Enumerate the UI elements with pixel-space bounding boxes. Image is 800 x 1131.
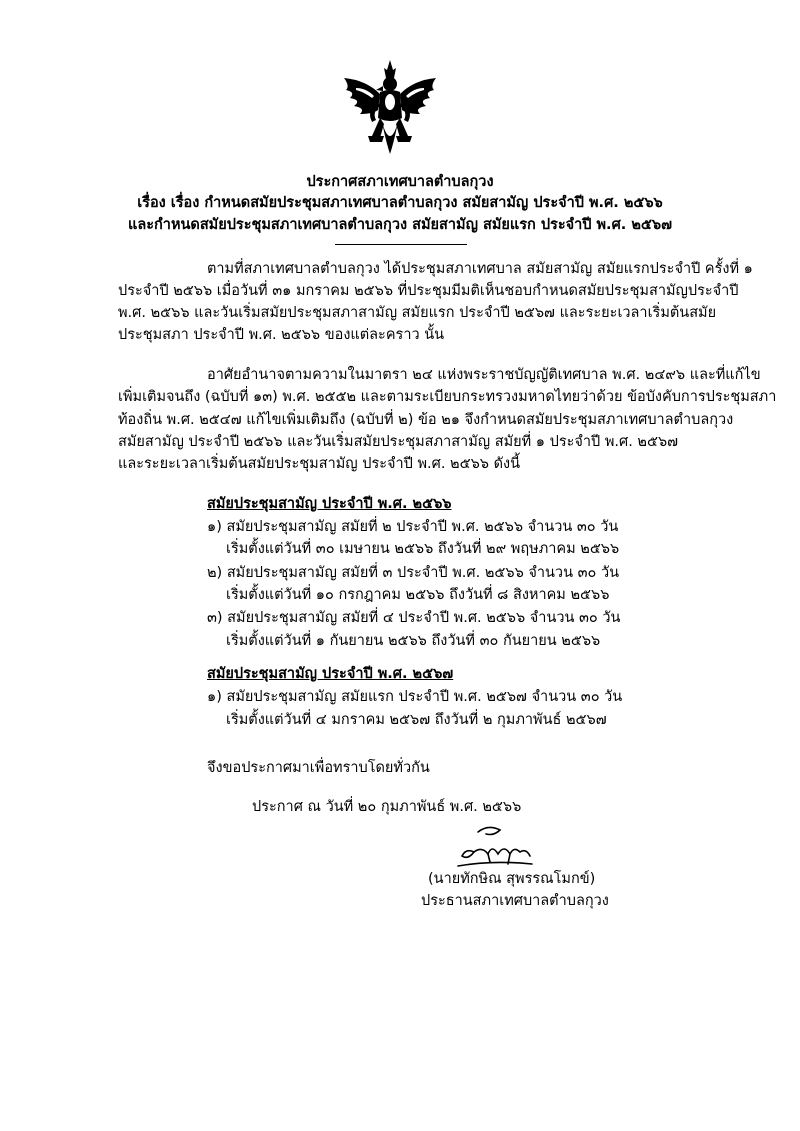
paragraph-2-line: ท้องถิ่น พ.ศ. ๒๕๔๗ แก้ไขเพิ่มเติมถึง (ฉบับที่ ๒) ข้อ ๒๑ จึงกำหนดสมัยประชุมสภาเทศบาลตำบลกุวง [118,412,734,428]
closing-statement: จึงขอประกาศมาเพื่อทราบโดยทั่วกัน [207,760,430,776]
title-divider [335,244,467,245]
schedule-item-line: ๓) สมัยประชุมสามัญ สมัยที่ ๔ ประจำปี พ.ศ. ๒๕๖๖ จำนวน ๓๐ วัน [207,610,621,626]
schedule-item-line: ๑) สมัยประชุมสามัญ สมัยแรก ประจำปี พ.ศ. ๒๕๖๗ จำนวน ๓๐ วัน [207,689,623,705]
schedule-item-line: ๒) สมัยประชุมสามัญ สมัยที่ ๓ ประจำปี พ.ศ. ๒๕๖๖ จำนวน ๓๐ วัน [207,565,620,581]
paragraph-1-line: ประชุมสภา ประจำปี พ.ศ. ๒๕๖๖ ของแต่ละคราว นั้น [118,327,445,343]
schedule-2566-heading: สมัยประชุมสามัญ ประจำปี พ.ศ. ๒๕๖๖ [207,496,452,512]
paragraph-2-line: เพิ่มเติมจนถึง (ฉบับที่ ๑๓) พ.ศ. ๒๕๕๒ และตามระเบียบกระทรวงมหาดไทยว่าด้วย ข้อบังคับการประชุมสภา [118,389,777,405]
handwritten-signature [448,822,542,874]
paragraph-2-line: และระยะเวลาเริ่มต้นสมัยประชุมสามัญ ประจำปี พ.ศ. ๒๕๖๖ ดังนี้ [118,456,521,472]
schedule-item-dates: เริ่มตั้งแต่วันที่ ๓๐ เมษายน ๒๕๖๖ ถึงวันที่ ๒๙ พฤษภาคม ๒๕๖๖ [226,541,620,557]
garuda-emblem-icon [336,58,444,158]
announcement-title: ประกาศสภาเทศบาลตำบลกุวง [306,174,494,190]
signer-name: (นายทักษิณ สุพรรณโมกข์) [428,871,596,887]
subject-line-1: เรื่อง เรื่อง กำหนดสมัยประชุมสภาเทศบาลตำบลกุวง สมัยสามัญ ประจำปี พ.ศ. ๒๕๖๖ [137,195,663,211]
paragraph-2-line: อาศัยอำนาจตามความในมาตรา ๒๔ แห่งพระราชบัญญัติเทศบาล พ.ศ. ๒๔๙๖ และที่แก้ไข [207,367,761,383]
paragraph-1-line: พ.ศ. ๒๕๖๖ และวันเริ่มสมัยประชุมสภาสามัญ สมัยแรก ประจำปี ๒๕๖๗ และระยะเวลาเริ่มต้นสมัย [118,305,717,321]
paragraph-1-line: ประจำปี ๒๕๖๖ เมื่อวันที่ ๓๑ มกราคม ๒๕๖๖ ที่ประชุมมีมติเห็นชอบกำหนดสมัยประชุมสามัญประจำปี [118,283,739,299]
schedule-item-dates: เริ่มตั้งแต่วันที่ ๔ มกราคม ๒๕๖๗ ถึงวันที่ ๒ กุมภาพันธ์ ๒๕๖๗ [226,712,607,728]
subject-line-2: และกำหนดสมัยประชุมสภาเทศบาลตำบลกุวง สมัยสามัญ สมัยแรก ประจำปี พ.ศ. ๒๕๖๗ [128,217,672,233]
paragraph-1-line: ตามที่สภาเทศบาลตำบลกุวง ได้ประชุมสภาเทศบาล สมัยสามัญ สมัยแรกประจำปี ครั้งที่ ๑ [207,261,753,277]
schedule-item-dates: เริ่มตั้งแต่วันที่ ๑ กันยายน ๒๕๖๖ ถึงวันที่ ๓๐ กันยายน ๒๕๖๖ [226,633,601,649]
announcement-date: ประกาศ ณ วันที่ ๒๐ กุมภาพันธ์ พ.ศ. ๒๕๖๖ [252,799,522,815]
schedule-item-line: ๑) สมัยประชุมสามัญ สมัยที่ ๒ ประจำปี พ.ศ. ๒๕๖๖ จำนวน ๓๐ วัน [207,519,619,535]
schedule-2567-heading: สมัยประชุมสามัญ ประจำปี พ.ศ. ๒๕๖๗ [207,666,454,682]
schedule-item-dates: เริ่มตั้งแต่วันที่ ๑๐ กรกฎาคม ๒๕๖๖ ถึงวันที่ ๘ สิงหาคม ๒๕๖๖ [226,587,610,603]
paragraph-2-line: สมัยสามัญ ประจำปี ๒๕๖๖ และวันเริ่มสมัยประชุมสภาสามัญ สมัยที่ ๑ ประจำปี พ.ศ. ๒๕๖๗ [118,434,679,450]
signer-title: ประธานสภาเทศบาลตำบลกุวง [421,893,609,909]
